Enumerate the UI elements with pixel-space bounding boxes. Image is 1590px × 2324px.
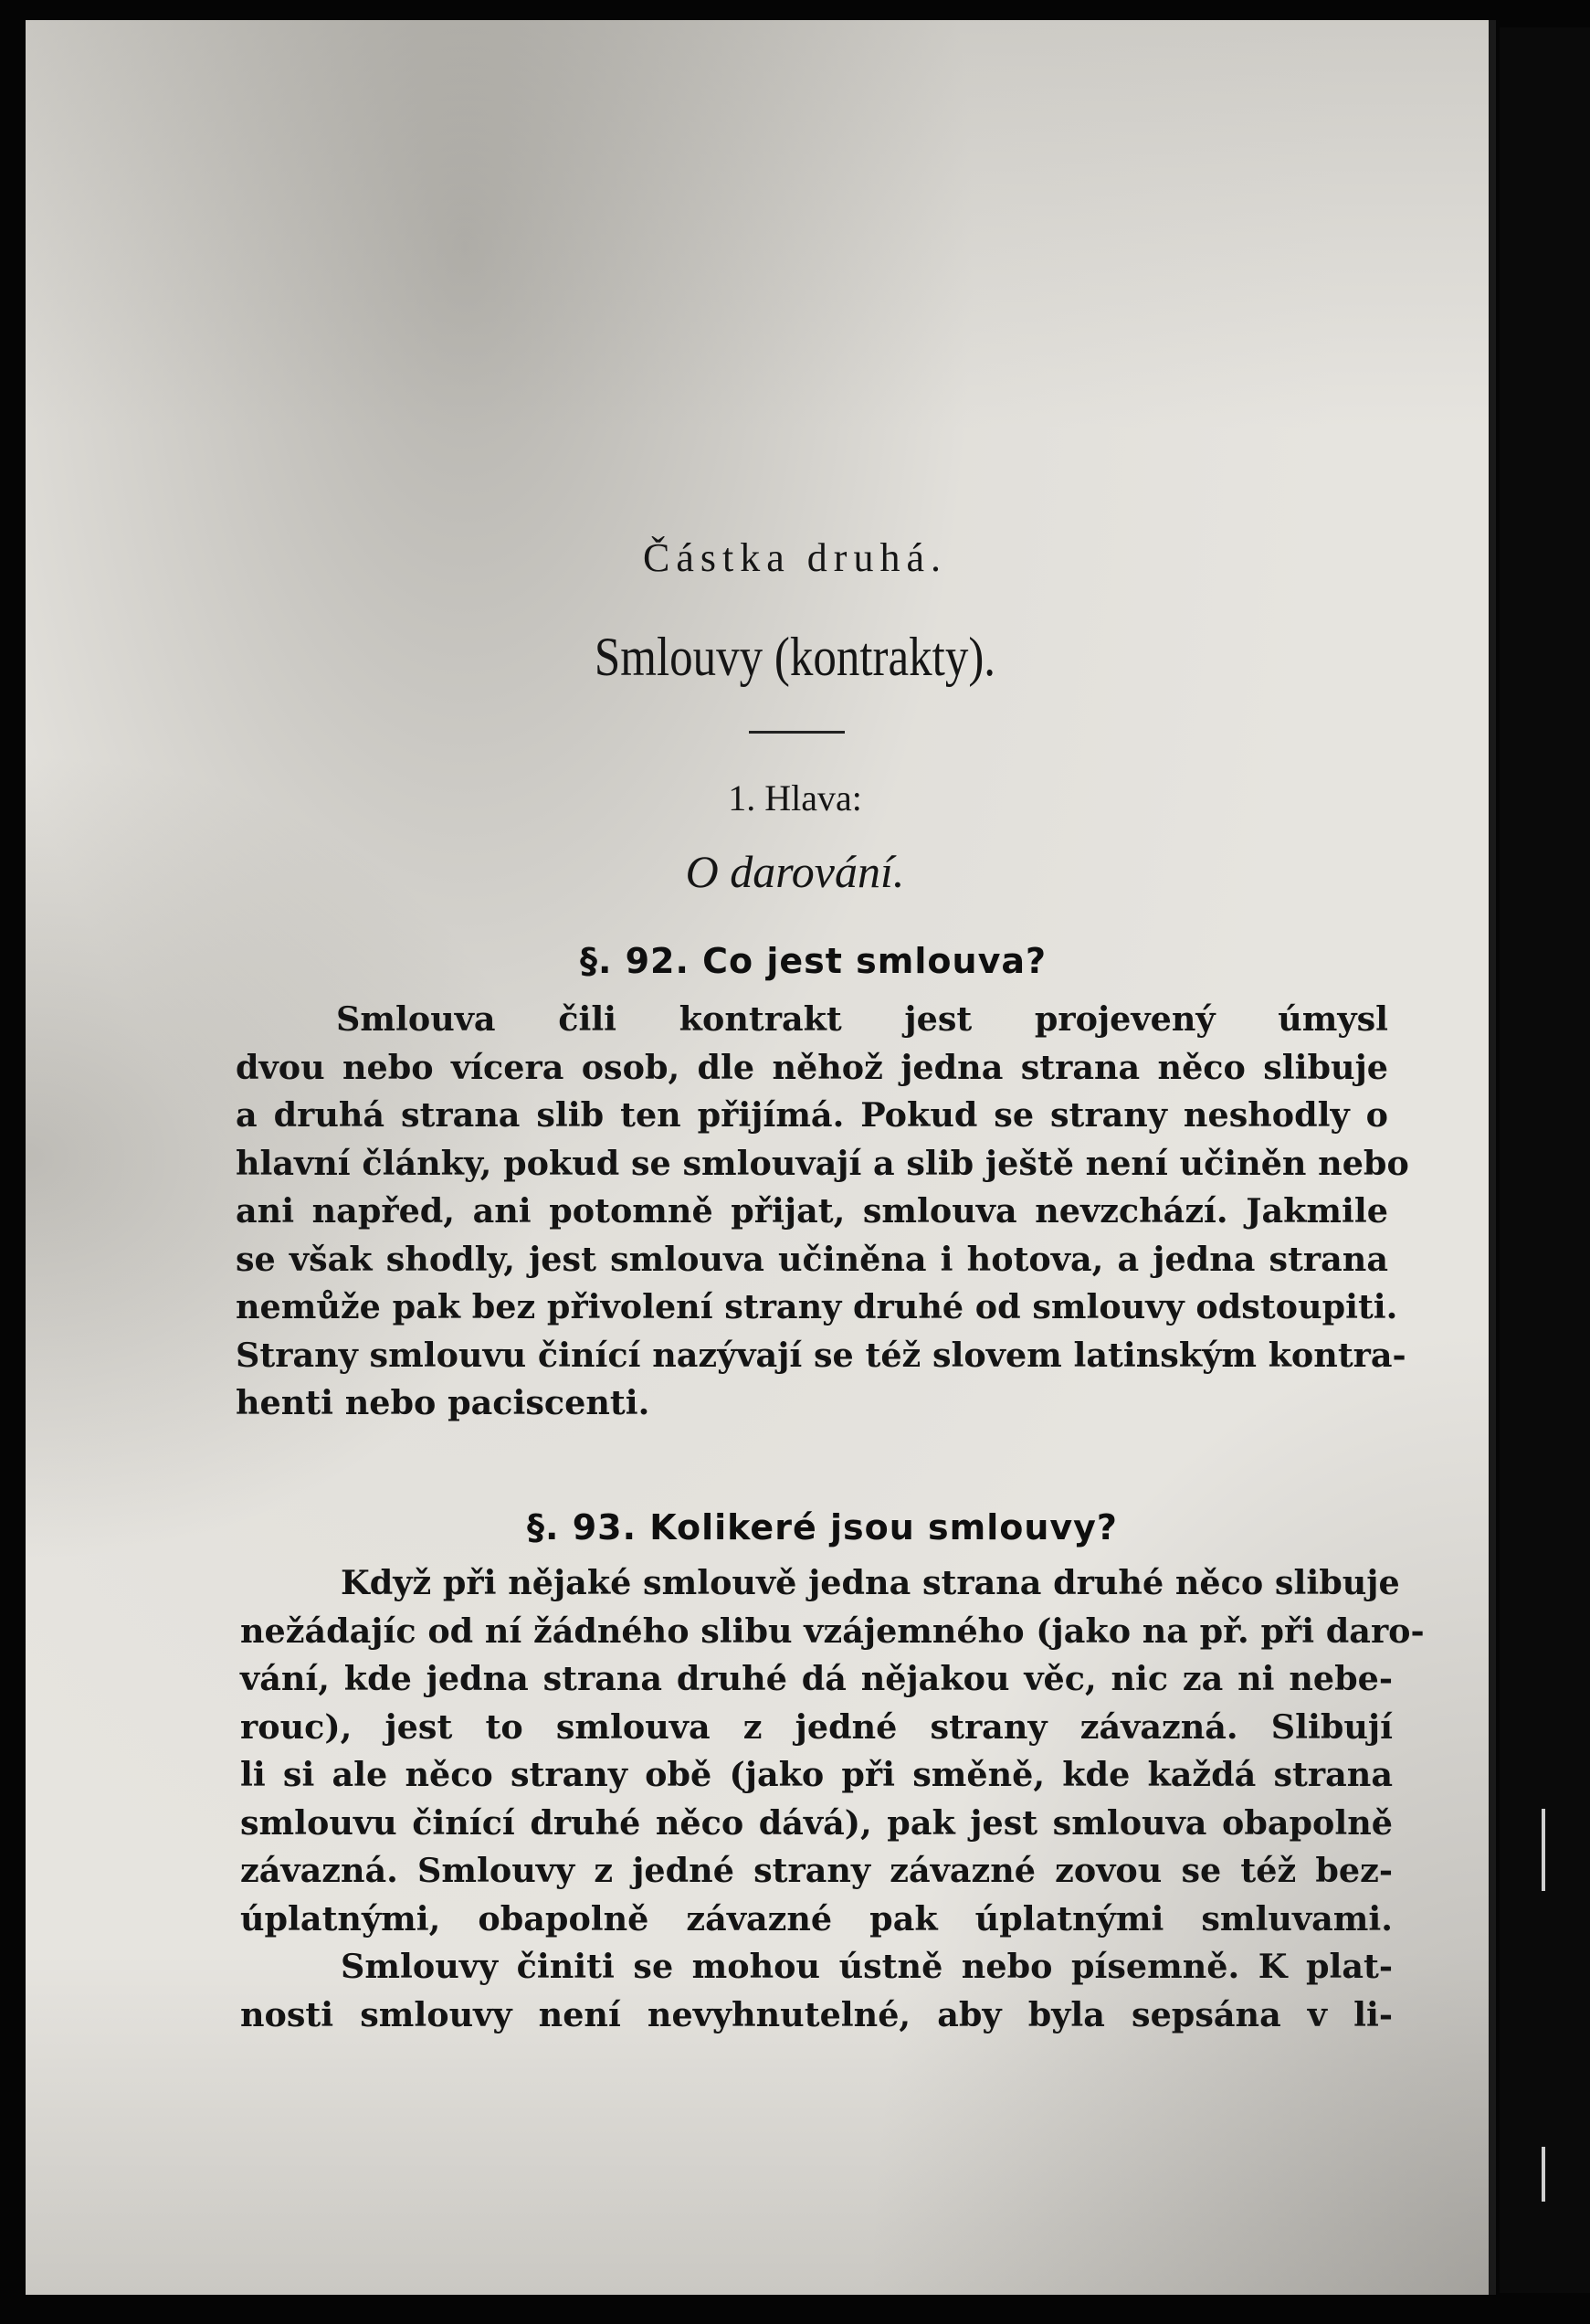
text-line: nežádajíc od ní žádného slibu vzájemného (jako na př. při daro- <box>240 1611 1425 1651</box>
text-line: ani napřed, ani potomně přijat, smlouva nevzchází. Jakmile <box>236 1191 1388 1231</box>
section-92-paragraph <box>236 996 1409 1428</box>
edge-mark <box>1542 1809 1545 1891</box>
title-divider <box>749 731 845 734</box>
text-line: nosti smlouvy není nevyhnutelné, aby byla sepsána v li- <box>240 1994 1393 2034</box>
text-line: Smlouvy činiti se mohou ústně nebo písemně. K plat- <box>341 1947 1393 1986</box>
text-line: nemůže pak bez přivolení strany druhé od smlouvy odstoupiti. <box>236 1287 1398 1326</box>
text-line: hlavní články, pokud se smlouvají a slib ještě není učiněn nebo <box>236 1143 1409 1183</box>
edge-mark <box>1542 2147 1545 2202</box>
text-line: li si ale něco strany obě (jako při směně, kde každá strana <box>240 1755 1393 1794</box>
section-93-heading: §. 93. Kolikeré jsou smlouvy? <box>527 1507 1118 1548</box>
text-line: závazná. Smlouvy z jedné strany závazné zovou se též bez- <box>240 1851 1393 1890</box>
part-heading: Částka druhá. <box>643 535 947 580</box>
section-93-paragraph <box>240 1559 1425 2039</box>
page-edge <box>1489 20 1496 2295</box>
text-line: a druhá strana slib ten přijímá. Pokud se strany neshodly o <box>236 1095 1388 1135</box>
text-line: smlouvu činící druhé něco dává), pak jest smlouva obapolně <box>240 1802 1393 1843</box>
chapter-title: O darování. <box>685 846 905 897</box>
text-line: henti nebo paciscenti. <box>236 1383 650 1422</box>
text-line: Strany smlouvu činící nazývají se též slovem latinským kontra- <box>236 1335 1406 1375</box>
adjacent-page-edge <box>1500 27 1590 2293</box>
text-line: se však shodly, jest smlouva učiněna i hotova, a jedna strana <box>236 1239 1388 1279</box>
text-line: Smlouva čili kontrakt jest projevený úmysl <box>336 999 1388 1039</box>
section-92-heading: §. 92. Co jest smlouva? <box>579 941 1048 981</box>
text-line: dvou nebo vícera osob, dle něhož jedna strana něco slibuje <box>236 1047 1388 1087</box>
chapter-number: 1. Hlava: <box>728 777 862 819</box>
text-line: rouc), jest to smlouva z jedné strany závazná. Slibují <box>240 1706 1393 1747</box>
page-title: Smlouvy (kontrakty). <box>594 627 996 687</box>
text-line: vání, kde jedna strana druhé dá nějakou věc, nic za ni nebe- <box>240 1659 1393 1698</box>
text-line: úplatnými, obapolně závazné pak úplatnými smluvami. <box>240 1898 1393 1938</box>
text-line: Když při nějaké smlouvě jedna strana druhé něco slibuje <box>341 1563 1400 1602</box>
